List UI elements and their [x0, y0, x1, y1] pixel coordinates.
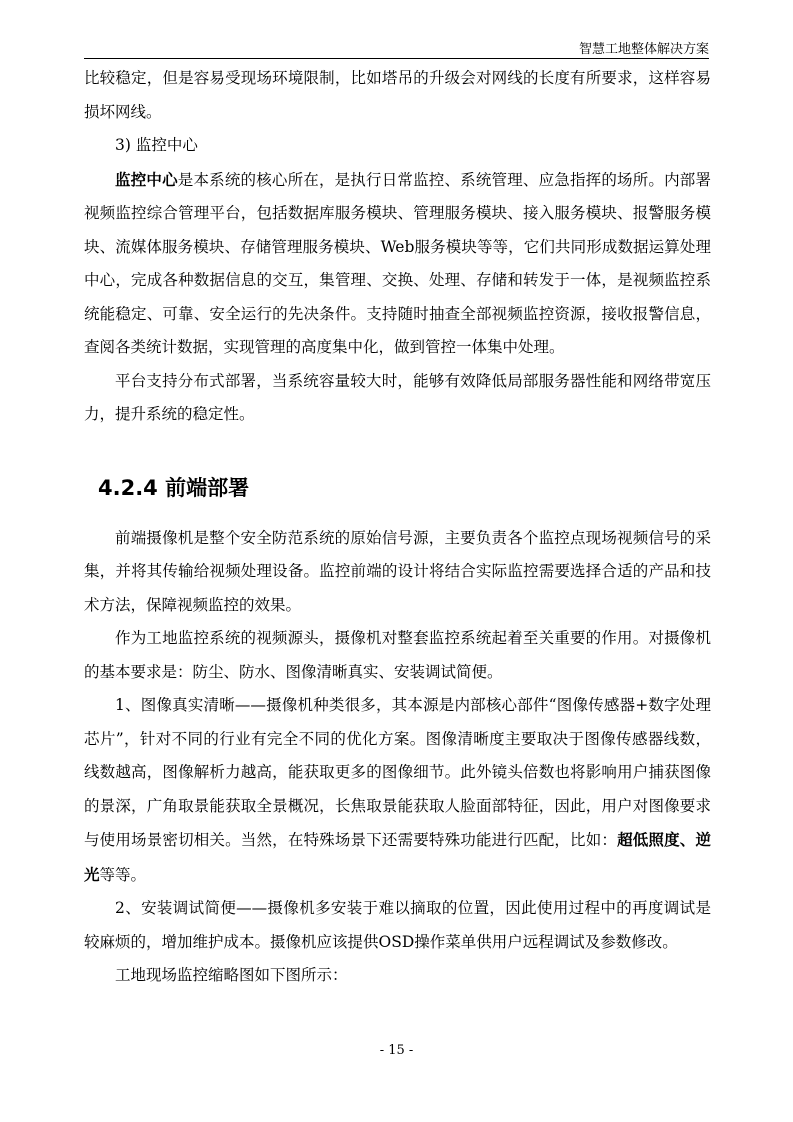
term-monitoring-center: 监控中心 [115, 169, 178, 189]
paragraph-figure-intro: 工地现场监控缩略图如下图所示： [115, 966, 348, 984]
paragraph-front-camera: 前端摄像机是整个安全防范系统的原始信号源，主要负责各个监控点现场视频信号的采集，并将其传输给视频处理设备。监控前端的设计将结合实际监控需要选择合适的产品和技术方法，保障视频监控的效果。 [84, 528, 711, 614]
paragraph-cable-stability: 比较稳定，但是容易受现场环境限制，比如塔吊的升级会对网线的长度有所要求，这样容易损坏网线。 [84, 69, 711, 121]
section-heading: 4.2.4 前端部署 [98, 475, 250, 500]
image-clarity-end: 等等。 [99, 865, 147, 884]
paragraph-easy-install: 2、安装调试简便——摄像机多安装于难以摘取的位置，因此使用过程中的再度调试是较麻烦的，增加维护成本。摄像机应该提供OSD操作菜单供用户远程调试及参数修改。 [84, 899, 711, 951]
header-title: 智慧工地整体解决方案 [578, 42, 709, 57]
paragraph-monitoring-center [84, 163, 711, 365]
paragraph-image-clarity [84, 689, 711, 892]
paragraph-monitoring-center-text: 是本系统的核心所在，是执行日常监控、系统管理、应急指挥的场所。内部署视频监控综合管理平台，包括数据库服务模块、管理服务模块、接入服务模块、报警服务模块、流媒体服务模块、存储管理服务模块、Web服务模块等等，它们共同形成数据运算处理中心，完成各种数据信息的交互，集管理、交换、处理、存储和转发于一体，是视频监控系统能稳定、可靠、安全运行的先决条件。支持随时抽查全部视频监控资源，接收报警信息，查阅各类统计数据，实现管理的高度集中化，做到管控一体集中处理。 [84, 170, 711, 356]
term-low-light-backlight: 超低照度、逆光 [84, 830, 711, 884]
page-header [84, 38, 709, 59]
page-number: - 15 - [379, 1043, 414, 1058]
list-item-monitoring-center: 3) 监控中心 [115, 136, 198, 154]
page-body [84, 62, 711, 993]
image-clarity-text: 1、图像真实清晰——摄像机种类很多，其本源是内部核心部件“图像传感器+数字处理芯片”，针对不同的行业有完全不同的优化方案。图像清晰度主要取决于图像传感器线数，线数越高，图像解析力越高，能获取更多的图像细节。此外镜头倍数也将影响用户捕获图像的景深，广角取景能获取全景概况，长焦取景能获取人脸面部特征，因此，用户对图像要求与使用场景密切相关。当然，在特殊场景下还需要特殊功能进行匹配，比如： [84, 696, 711, 849]
paragraph-camera-requirements: 作为工地监控系统的视频源头，摄像机对整套监控系统起着至关重要的作用。对摄像机的基本要求是：防尘、防水、图像清晰真实、安装调试简便。 [84, 629, 711, 681]
paragraph-distributed-deployment: 平台支持分布式部署，当系统容量较大时，能够有效降低局部服务器性能和网络带宽压力，提升系统的稳定性。 [84, 371, 711, 423]
